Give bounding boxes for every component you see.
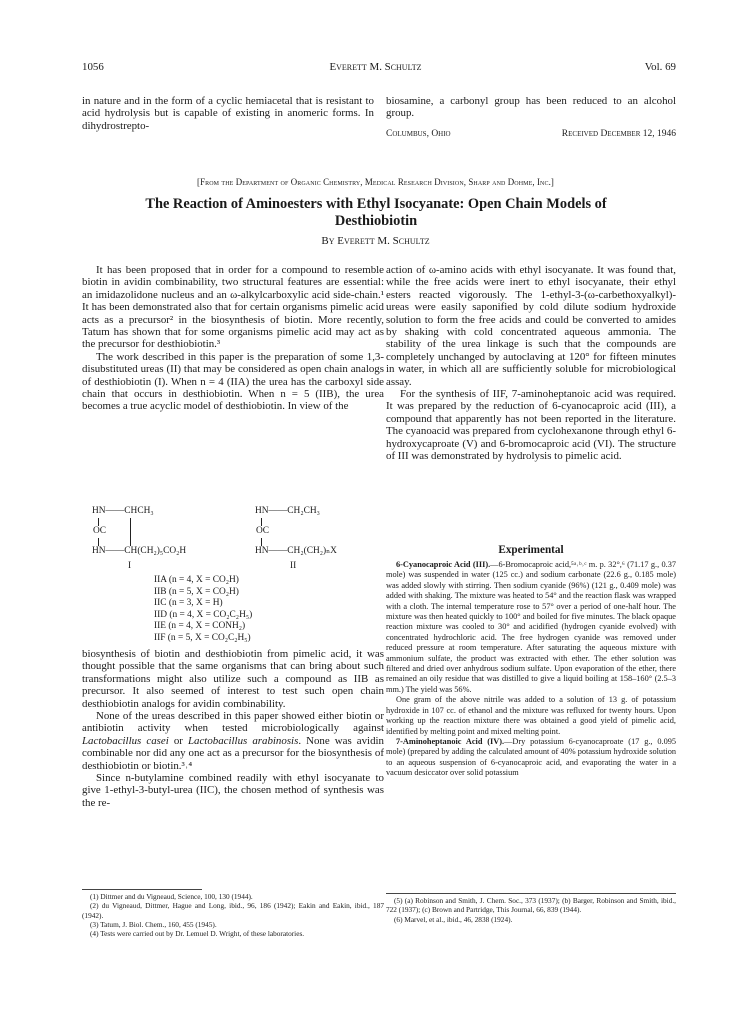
previous-article-end-left: in nature and in the form of a cyclic hemiacetal that is resistant to acid hydrolysis but is capable of existing in anomeric forms. In dihydrostrepto-	[82, 95, 374, 132]
running-author: Everett M. Schultz	[329, 61, 422, 73]
procedure-aminoheptanoic: 7-Aminoheptanoic Acid (IV).—Dry potassium 6-cyanocaproate (17 g., 0.095 mole) (prepared by adding the calculated amount of 40% potassium hydroxide solution to an aqueous suspension of 6-cyanocaproic acid, and evaporating the water in a vacuum desiccator over solid potassium	[386, 736, 677, 778]
method-paragraph: Since n-butylamine combined readily with ethyl isocyanate to give 1-ethyl-3-butyl-urea (IIC), the chosen method of synthesis was the re-	[82, 772, 384, 809]
footnotes-left	[82, 892, 384, 938]
article-title: The Reaction of Aminoesters with Ethyl Isocyanate: Open Chain Models of Desthiobiotin	[145, 196, 607, 229]
compound-iib: IIB (n = 5, X = CO₂H)	[154, 586, 239, 597]
footnote-2: (2) du Vigneaud, Dittmer, Hague and Long, ibid., 96, 186 (1942); Eakin and Eakin, ibid., 187 (1942).	[82, 901, 384, 920]
synthesis-paragraph: For the synthesis of IIF, 7-aminoheptanoic acid was required. It was prepared by the reduction of 6-cyanocaproic acid (III), a compound that apparently has not been reported in the literature. The cyanoacid was prepared from cyclohexanone through ethyl 6-hydroxycaproate (V) and 6-bromocaproic acid (VI). The structure of III was demonstrated by hydrolysis to pimelic acid.	[386, 388, 676, 463]
compound-iia: IIA (n = 4, X = CO₂H)	[154, 575, 239, 585]
procedure-cyanocaproic: 6-Cyanocaproic Acid (III).—6-Bromocaproic acid,⁵ᵃ˒ᵇ˒ᶜ m. p. 32°,⁶ (71.17 g., 0.37 mole) was suspended in water (125 cc.) and sodium carbonate (22.6 g., 0.185 mole) was added slowly with stirring. Then sodium cyanide (96%) (121 g., 0.409 mole) was added with shaking. The mixture was heated to 54° and the reaction flask was wrapped with a cloth. The internal temperature rose to 57° over a period of one-half hour. The mixture was then heated quickly to 100° and boiled for five minutes. The black opaque reaction mixture was cooled to 30° and acidified (hydrogen cyanide evolved) with concentrated hydrochloric acid. The free hydrogen cyanide was removed under reduced pressure at room temperature. After saturating the aqueous mixture with ammonium sulfate, the product was extracted with ether. The ether solution was filtered and dried over anhydrous sodium sulfate. Upon evaporation of the ether, there remained an oily residue that was distilled to give a liquid boiling at 158–160° (2.5–3 mm.) The yield was 56%.	[386, 560, 676, 694]
structure-ii-bond-bottom	[261, 538, 262, 546]
procedure-aminoheptanoic-title: 7-Aminoheptanoic Acid (IV).	[396, 736, 505, 746]
structure-ii-row3: HN——CH₂(CH₂)ₙX	[255, 546, 337, 556]
procedure-cyanocaproic-title: 6-Cyanocaproic Acid (III).	[396, 560, 491, 569]
reaction-paragraph: action of ω-amino acids with ethyl isocyanate. It was found that, while the free acids were inert to ethyl isocyanate, their ethyl esters reacted vigorously. The 1-ethyl-3-(ω-carbethoxyalkyl)-ureas were easily saponified by cold dilute sodium hydroxide solution to form the free acids and could be converted to amides by shaking with cold concentrated aqueous ammonia. The stability of the urea linkage is such that the compounds are completely unchanged by autoclaving at 120° for fifteen minutes in water, in which all are sufficiently soluble for microbiological assay.	[386, 264, 676, 388]
species-casei: Lactobacillus casei	[82, 734, 169, 747]
structure-i-row2: OC	[93, 526, 107, 536]
footnote-rule-left	[82, 889, 202, 890]
footnote-rule-right	[386, 893, 676, 894]
footnote-4: (4) Tests were carried out by Dr. Lemuel D. Wright, of these laboratories.	[90, 929, 305, 939]
procedure-hydrolysis: One gram of the above nitrile was added to a solution of 13 g. of potassium hydroxide in 107 cc. of ethanol and the mixture was refluxed for twenty hours. Upon working up the reaction mixture there was obtained a good yield of pimelic acid, identified by melting point and mixed melting point.	[386, 695, 676, 736]
aim-paragraph: The work described in this paper is the preparation of some 1,3-disubstituted ureas (II) that may be considered as open chain analogs of desthiobiotin (I). When n = 4 (IIA) the urea has the carboxyl side chain that occurs in desthiobiotin. When n = 5 (IIB), the urea becomes a true acyclic model of desthiobiotin. In view of the	[82, 350, 384, 413]
species-arabinosis: Lactobacillus arabinosis	[187, 734, 299, 747]
results-paragraph: None of the ureas described in this paper showed either biotin or antibiotin activity when tested microbiologically against Lactobacillus casei or Lactobacillus arabinosis. None was avidin combinable nor did any one act as a precursor for the biosynthesis of desthiobiotin or biotin.³˒⁴	[82, 710, 384, 772]
page-number: 1056	[82, 61, 104, 73]
compound-iic: IIC (n = 3, X = H)	[154, 598, 223, 608]
experimental-heading: Experimental	[498, 544, 564, 556]
structure-i-bond-top	[98, 518, 99, 526]
structure-i-label: I	[128, 561, 132, 571]
footnote-5: (5) (a) Robinson and Smith, J. Chem. Soc., 373 (1937); (b) Barger, Robinson and Smith, ibid., 722 (1937); (c) Brown and Partridge, This Journal, 66, 839 (1944).	[386, 896, 676, 915]
structure-i-ring-bond	[130, 518, 131, 546]
structure-ii-label: II	[290, 561, 297, 571]
volume-label: Vol. 69	[644, 61, 676, 73]
right-column-upper	[386, 264, 676, 463]
left-column-upper	[82, 264, 384, 413]
byline: By Everett M. Schultz	[321, 235, 430, 247]
footnote-1: (1) Dittmer and du Vigneaud, Science, 100, 130 (1944).	[90, 892, 253, 901]
structure-ii-row2: OC	[256, 526, 270, 536]
compound-iif: IIF (n = 5, X = CO₂C₂H₅)	[154, 632, 251, 643]
previous-article-end-right: biosamine, a carbonyl group has been reduced to an alcohol group.	[386, 95, 676, 120]
rationale-paragraph: biosynthesis of biotin and desthiobiotin from pimelic acid, it was thought possible that the same organisms that can bring about such transformations might also utilize such a compound as IIB as precursor. It also seemed of interest to test such open chain desthiobiotin analogs for avidin combinability.	[82, 648, 384, 710]
footnote-6: (6) Marvel, et al., ibid., 46, 2838 (1924).	[394, 914, 513, 924]
structure-i-bond-bottom	[98, 538, 99, 546]
author-location: Columbus, Ohio	[386, 129, 451, 139]
left-column-lower	[82, 648, 384, 809]
affiliation-line: [From the Department of Organic Chemistry, Medical Research Division, Sharp and Dohme, Inc.]	[197, 177, 554, 187]
structure-i-row3: HN——CH(CH₂)₅CO₂H	[92, 546, 187, 556]
footnotes-right	[386, 896, 676, 924]
footnote-3: (3) Tatum, J. Biol. Chem., 160, 455 (1945).	[90, 919, 217, 929]
structure-i-row1: HN——CHCH₃	[92, 506, 154, 516]
intro-paragraph: It has been proposed that in order for a compound to resemble biotin in avidin combinability, two structural features are essential: an imidazolidone nucleus and an ω-alkylcarboxylic acid side-chain.¹ It has been demonstrated also that for certain organisms pimelic acid acts as a precursor² in the biosynthesis of biotin. More recently, Tatum has shown that for some organisms pimelic acid may act as the precursor for desthiobiotin.³	[82, 264, 384, 351]
compound-iid: IID (n = 4, X = CO₂C₂H₅)	[154, 609, 253, 620]
structure-ii-bond-top	[261, 518, 262, 526]
received-date: Received December 12, 1946	[561, 129, 676, 139]
compound-iie: IIE (n = 4, X = CONH₂)	[154, 621, 246, 631]
structure-ii-row1: HN——CH₂CH₃	[255, 506, 320, 516]
experimental-section	[386, 560, 676, 779]
